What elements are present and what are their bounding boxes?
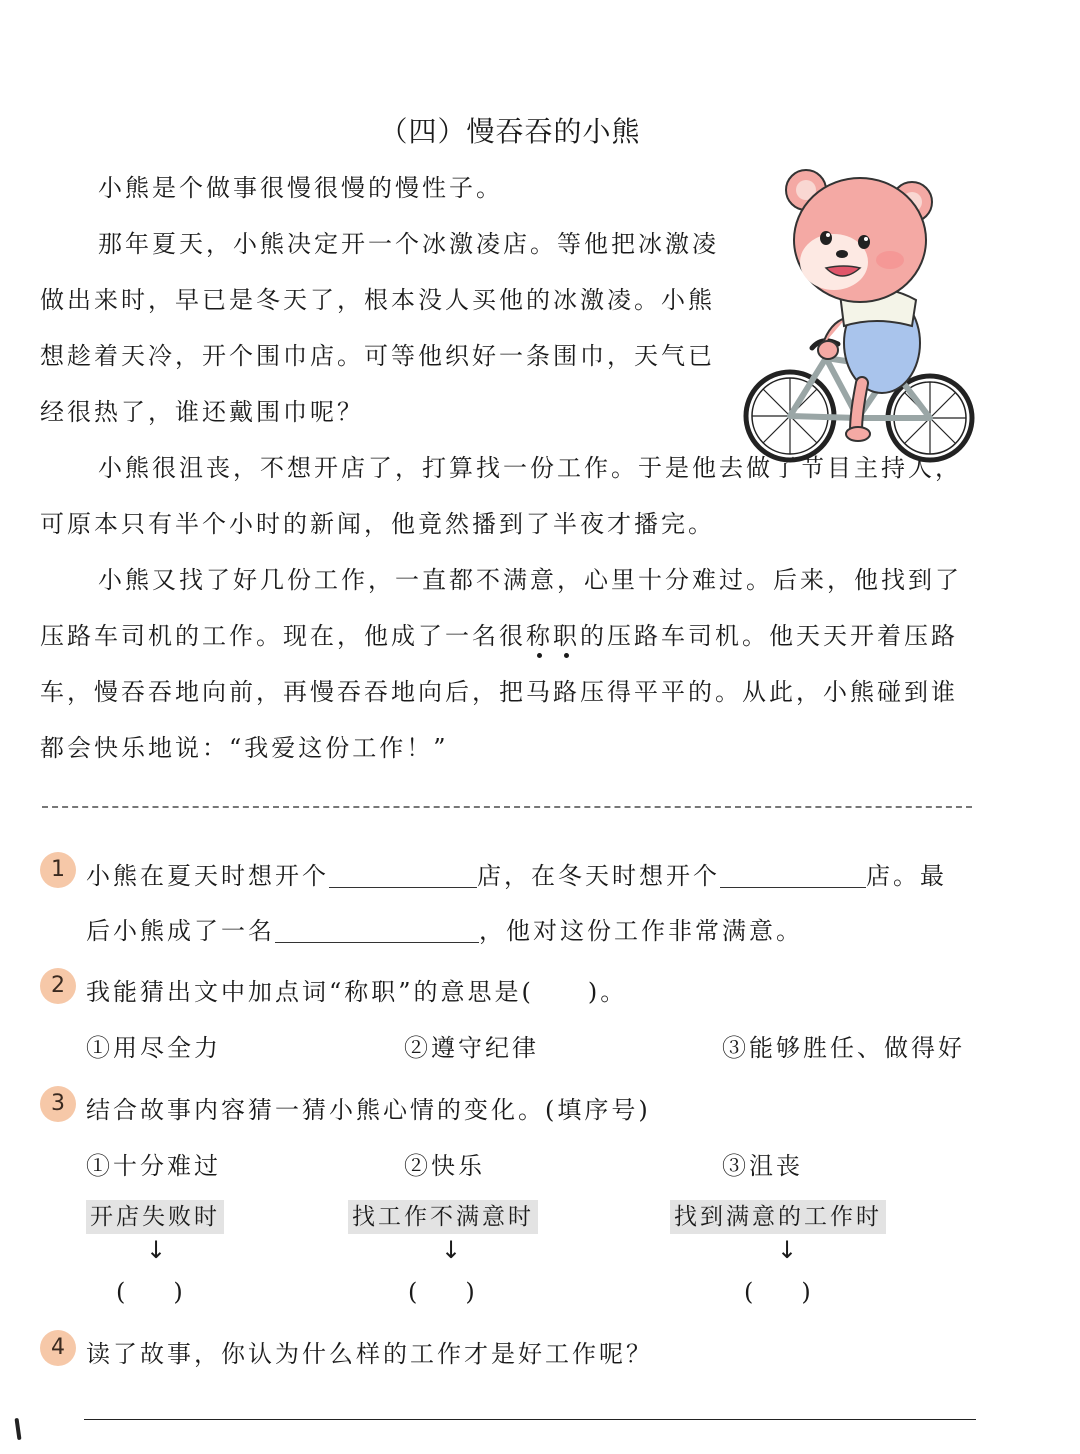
question-1-text-a: 小熊在夏天时想开个 <box>86 862 329 890</box>
stage-found-good-job: 找到满意的工作时 <box>670 1200 886 1234</box>
story-paragraph-4 <box>40 552 980 776</box>
story-paragraph-1: 小熊是个做事很慢很慢的慢性子。 <box>98 174 503 202</box>
question-1-text-d: 后小熊成了一名 <box>86 917 275 945</box>
down-arrow-icon: ↓ <box>146 1236 167 1264</box>
stage-shop-failed: 开店失败时 <box>86 1200 224 1234</box>
answer-blank-final-job[interactable] <box>275 918 479 943</box>
answer-slot-stage-1[interactable]: ( ) <box>116 1278 183 1306</box>
question-3-option-1: ①十分难过 <box>86 1152 221 1180</box>
answer-slot-stage-3[interactable]: ( ) <box>744 1278 811 1306</box>
answer-blank-summer-shop[interactable] <box>329 863 477 888</box>
question-1-text-e: ，他对这份工作非常满意。 <box>479 917 803 945</box>
question-2-option-1[interactable]: ①用尽全力 <box>86 1034 221 1062</box>
page-edge-mark <box>14 1418 21 1440</box>
question-3-number: 3 <box>40 1086 76 1122</box>
question-3-option-3: ③沮丧 <box>722 1152 803 1180</box>
question-1-text-b: 店，在冬天时想开个 <box>477 862 720 890</box>
section-divider <box>42 806 972 808</box>
question-1-line-1 <box>86 856 947 891</box>
down-arrow-icon: ↓ <box>441 1236 462 1264</box>
question-2-text: 我能猜出文中加点词“称职”的意思是( )。 <box>86 978 628 1006</box>
question-1-number: 1 <box>40 852 76 888</box>
question-1-text-c: 店。最 <box>866 862 947 890</box>
question-2-option-3[interactable]: ③能够胜任、做得好 <box>722 1034 965 1062</box>
story-paragraph-4-end: 的压路车司机。他天天开着压路车，慢吞吞地向前，再慢吞吞地向后，把马路压得平平的。从此，小熊碰到谁都会快乐地说：“我爱这份工作！” <box>40 622 958 762</box>
answer-writing-line[interactable] <box>84 1419 976 1420</box>
story-paragraph-4-start: 小熊又找了好几份工作，一直都不满意，心里十分难过。后来，他找到了压路车司机的工作。现在，他成了一名很 <box>40 566 962 650</box>
dotted-char-cheng: 称 <box>526 622 553 650</box>
story-title: （四）慢吞吞的小熊 <box>379 115 641 148</box>
question-3-option-2: ②快乐 <box>404 1152 485 1180</box>
stage-job-unsatisfied: 找工作不满意时 <box>348 1200 538 1234</box>
down-arrow-icon: ↓ <box>777 1236 798 1264</box>
question-4-number: 4 <box>40 1330 76 1366</box>
bear-on-bicycle-illustration <box>742 168 978 468</box>
bear-head <box>786 170 932 302</box>
question-2-number: 2 <box>40 968 76 1004</box>
answer-blank-winter-shop[interactable] <box>720 863 866 888</box>
answer-slot-stage-2[interactable]: ( ) <box>408 1278 475 1306</box>
question-4-text: 读了故事，你认为什么样的工作才是好工作呢？ <box>86 1340 653 1368</box>
question-2-option-2[interactable]: ②遵守纪律 <box>404 1034 539 1062</box>
dotted-char-zhi: 职 <box>553 622 580 650</box>
question-1-line-2 <box>86 911 803 946</box>
story-paragraph-2: 那年夏天，小熊决定开一个冰激凌店。等他把冰激凌做出来时，早已是冬天了，根本没人买他的冰激凌。小熊想趁着天冷，开个围巾店。可等他织好一条围巾，天气已经很热了，谁还戴围巾呢？ <box>40 230 719 426</box>
story-paragraph-3-text: 小熊很沮丧，不想开店了，打算找一份工作。于是他去做了节目主持人，可原本只有半个小时的新闻，他竟然播到了半夜才播完。 <box>40 454 962 538</box>
question-3-text: 结合故事内容猜一猜小熊心情的变化。(填序号) <box>86 1096 651 1124</box>
